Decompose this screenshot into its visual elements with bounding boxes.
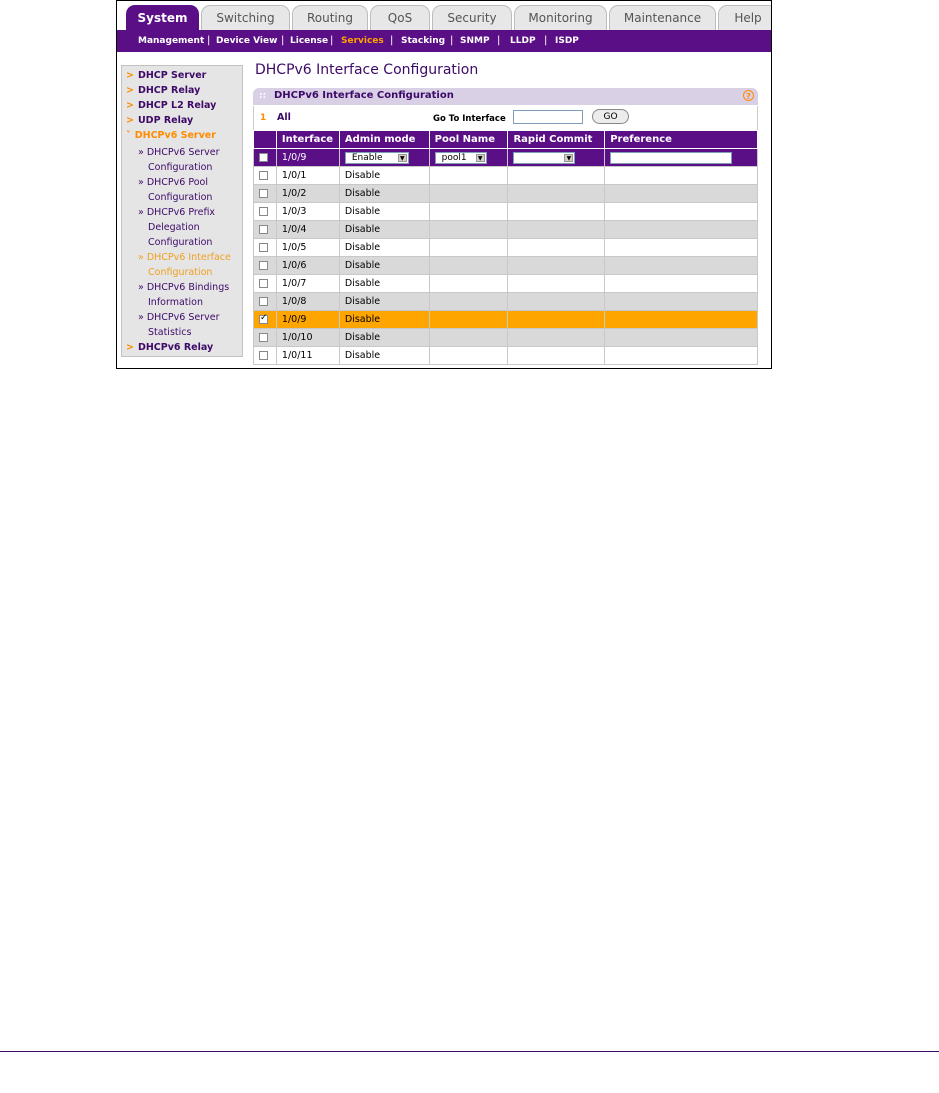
preference-cell [605,293,758,311]
table-row[interactable] [254,239,758,257]
admin-mode-cell: Disable [339,203,429,221]
row-checkbox[interactable] [259,261,268,270]
header-select [254,131,277,149]
subnav-separator: | [497,35,501,46]
sidebar-item-dhcpv6-relay[interactable] [126,342,213,353]
select-cell [254,185,277,203]
preference-cell [605,311,758,329]
preference-cell [605,221,758,239]
goto-interface-label: Go To Interface [433,114,506,124]
subnav-separator: | [390,35,394,46]
table-row[interactable] [254,311,758,329]
help-icon[interactable]: ? [743,90,754,101]
pool-name-cell [429,239,508,257]
pool-name-cell [429,221,508,239]
table-row[interactable] [254,167,758,185]
subnav-stacking[interactable]: Stacking [401,36,446,46]
pool-name-select[interactable] [435,152,487,164]
admin-mode-cell: Disable [339,347,429,365]
dropdown-arrow-icon: ▼ [398,154,407,162]
header-rapid-commit[interactable]: Rapid Commit [508,131,605,149]
rapid-commit-cell [508,329,605,347]
pool-name-cell [429,257,508,275]
subnav-separator: | [207,35,211,46]
interface-cell: 1/0/2 [276,185,339,203]
chevron-right-icon: > [126,115,134,126]
subnav-separator: | [330,35,334,46]
header-admin-mode[interactable]: Admin mode [339,131,429,149]
row-checkbox[interactable] [259,243,268,252]
row-checkbox[interactable] [259,333,268,342]
admin-mode-cell: Disable [339,293,429,311]
pool-name-cell [429,293,508,311]
table-row[interactable] [254,347,758,365]
sub-navigation [117,30,772,52]
select-cell [254,167,277,185]
edit-row [254,149,758,167]
admin-mode-cell: Disable [339,257,429,275]
chevron-right-icon: > [126,100,134,111]
row-checkbox[interactable] [259,351,268,360]
sidebar-subitem-label: Configuration [148,267,213,278]
panel-title: DHCPv6 Interface Configuration [274,90,454,101]
preference-cell [605,329,758,347]
row-checkbox[interactable] [259,279,268,288]
chevron-right-icon: > [126,85,134,96]
rapid-commit-select[interactable] [513,152,575,164]
sidebar-item-dhcp-server[interactable] [126,70,206,81]
edit-interface: 1/0/9 [276,149,339,167]
main-tab-bar [117,1,772,30]
interface-cell: 1/0/6 [276,257,339,275]
select-cell [254,293,277,311]
admin-mode-cell: Disable [339,221,429,239]
sidebar-subitem-label: Delegation [148,222,200,233]
subnav-license[interactable]: License [290,36,329,46]
subnav-separator: | [544,35,548,46]
edit-pool-name-cell [429,149,508,167]
sidebar-item-dhcpv6-server[interactable] [126,130,216,141]
chevron-right-icon: > [126,70,134,81]
subnav-device-view[interactable]: Device View [216,36,278,46]
sidebar-subitem-label: Information [148,297,203,308]
dropdown-arrow-icon: ▼ [564,154,573,162]
interface-cell: 1/0/3 [276,203,339,221]
sidebar-subitem-label: » DHCPv6 Server [138,312,220,323]
table-row[interactable] [254,293,758,311]
sidebar-item-label: DHCP Relay [137,85,201,96]
rapid-commit-cell [508,185,605,203]
sidebar-subitem-label: » DHCPv6 Prefix [138,207,216,218]
sidebar-item-label: UDP Relay [137,115,194,126]
interface-cell: 1/0/10 [276,329,339,347]
select-cell [254,257,277,275]
pool-name-cell [429,203,508,221]
row-checkbox[interactable] [259,315,268,324]
edit-preference-cell [605,149,758,167]
sidebar-subitem-label: Statistics [148,327,192,338]
subnav-separator: | [450,35,454,46]
subnav-isdp[interactable]: ISDP [555,36,579,46]
preference-cell [605,347,758,365]
sidebar-subitem-label: » DHCPv6 Interface [138,252,231,263]
header-pool-name[interactable]: Pool Name [429,131,508,149]
page-divider [0,1051,939,1052]
sidebar [121,65,243,357]
preference-cell [605,203,758,221]
admin-mode-select[interactable] [345,152,409,164]
rapid-commit-cell [508,311,605,329]
sidebar-subitem-label: Configuration [148,162,213,173]
chevron-right-icon: > [126,342,134,353]
edit-select-cell [254,149,277,167]
preference-cell [605,239,758,257]
rapid-commit-cell [508,257,605,275]
chevron-down-icon: ˅ [126,130,131,141]
sidebar-subitem-label: Configuration [148,192,213,203]
row-checkbox[interactable] [259,189,268,198]
sidebar-item-dhcp-l2-relay[interactable] [126,100,216,111]
header-interface[interactable]: Interface [276,131,339,149]
sidebar-subitem-dhcpv6-server-configuration[interactable] [138,145,220,175]
interface-cell: 1/0/9 [276,311,339,329]
sidebar-subitem-dhcpv6-server-statistics[interactable] [138,310,220,340]
sidebar-item-label: DHCPv6 Relay [137,342,214,353]
preference-cell [605,185,758,203]
preference-cell [605,167,758,185]
rapid-commit-cell [508,221,605,239]
interface-cell: 1/0/4 [276,221,339,239]
dropdown-arrow-icon: ▼ [476,154,485,162]
sidebar-subitem-dhcpv6-interface-configuration[interactable] [138,250,231,280]
app-window [116,0,772,369]
panel-toolbar [253,106,758,130]
subnav-lldp[interactable]: LLDP [510,36,536,46]
rapid-commit-cell [508,347,605,365]
table-row[interactable] [254,203,758,221]
table-header-row [254,131,758,149]
config-panel [253,88,758,369]
goto-interface-input[interactable] [513,110,583,124]
sidebar-subitem-dhcpv6-prefix-delegation[interactable] [138,205,215,250]
pool-name-cell [429,185,508,203]
rapid-commit-cell [508,239,605,257]
tab-qos[interactable]: QoS [370,5,430,30]
select-cell [254,221,277,239]
tab-monitoring[interactable]: Monitoring [514,5,607,30]
table-row[interactable] [254,275,758,293]
preference-input[interactable] [610,152,732,164]
select-cell [254,275,277,293]
tab-maintenance[interactable]: Maintenance [609,5,716,30]
tab-help[interactable]: Help [718,5,772,30]
tab-system[interactable]: System [126,5,199,30]
sidebar-subitem-label: » DHCPv6 Pool [138,177,208,188]
panel-header [253,88,758,105]
sidebar-subitem-label: Configuration [148,237,213,248]
rapid-commit-cell [508,167,605,185]
rapid-commit-cell [508,275,605,293]
select-cell [254,239,277,257]
interface-cell: 1/0/11 [276,347,339,365]
admin-mode-cell: Disable [339,167,429,185]
sidebar-subitem-dhcpv6-pool-configuration[interactable] [138,175,212,205]
row-checkbox[interactable] [259,171,268,180]
sidebar-item-label: DHCPv6 Server [134,130,216,141]
subnav-services[interactable]: Services [341,36,384,46]
tab-routing[interactable]: Routing [292,5,368,30]
row-checkbox[interactable] [259,225,268,234]
page-title: DHCPv6 Interface Configuration [255,62,479,78]
edit-row-checkbox[interactable] [259,153,268,162]
pool-name-cell [429,311,508,329]
select-cell [254,347,277,365]
admin-mode-cell: Disable [339,329,429,347]
row-checkbox[interactable] [259,297,268,306]
rapid-commit-cell [508,203,605,221]
interface-cell: 1/0/1 [276,167,339,185]
pool-name-cell [429,329,508,347]
subnav-snmp[interactable]: SNMP [460,36,490,46]
preference-cell [605,257,758,275]
subnav-separator: | [281,35,285,46]
table-row[interactable] [254,185,758,203]
unit-number[interactable]: 1 [260,113,267,123]
table-row[interactable] [254,257,758,275]
pool-name-cell [429,347,508,365]
edit-admin-mode-cell [339,149,429,167]
all-link[interactable]: All [277,112,291,123]
table-row[interactable] [254,221,758,239]
pool-name-cell [429,167,508,185]
admin-mode-cell: Disable [339,311,429,329]
go-button[interactable]: GO [592,109,629,124]
sidebar-item-label: DHCP L2 Relay [137,100,217,111]
interface-cell: 1/0/8 [276,293,339,311]
admin-mode-cell: Disable [339,239,429,257]
grip-icon: :: [259,91,267,101]
interface-table [253,130,758,365]
rapid-commit-cell [508,293,605,311]
tab-switching[interactable]: Switching [201,5,290,30]
interface-cell: 1/0/5 [276,239,339,257]
sidebar-item-udp-relay[interactable] [126,115,193,126]
admin-mode-cell: Disable [339,275,429,293]
row-checkbox[interactable] [259,207,268,216]
edit-rapid-commit-cell [508,149,605,167]
subnav-management[interactable]: Management [138,36,205,46]
admin-mode-cell: Disable [339,185,429,203]
sidebar-subitem-label: » DHCPv6 Bindings [138,282,230,293]
select-cell [254,329,277,347]
sidebar-subitem-label: » DHCPv6 Server [138,147,220,158]
select-cell [254,311,277,329]
pool-name-cell [429,275,508,293]
header-preference[interactable]: Preference [605,131,758,149]
tab-security[interactable]: Security [432,5,512,30]
pool-name-value: pool1 [441,152,467,163]
admin-mode-value: Enable [351,152,383,163]
sidebar-item-dhcp-relay[interactable] [126,85,200,96]
table-row[interactable] [254,329,758,347]
sidebar-subitem-dhcpv6-bindings-information[interactable] [138,280,229,310]
select-cell [254,203,277,221]
preference-cell [605,275,758,293]
sidebar-item-label: DHCP Server [137,70,207,81]
interface-cell: 1/0/7 [276,275,339,293]
